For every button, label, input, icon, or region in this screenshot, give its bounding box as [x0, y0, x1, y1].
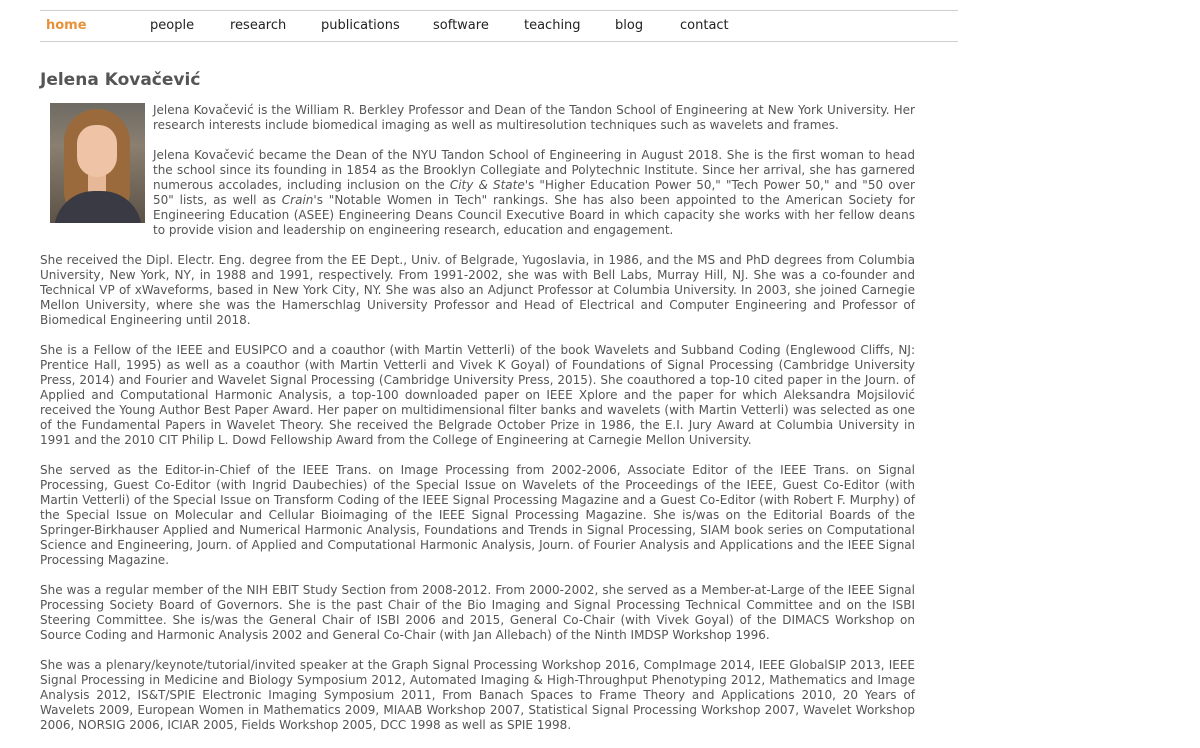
- nav-people[interactable]: people: [150, 18, 195, 33]
- bio-paragraph-7: She was a plenary/keynote/tutorial/invited speaker at the Graph Signal Processing Workshop 2016, CompImage 2014, IEEE GlobalSIP 2013, IEEE Signal Processing in Medicine and Biology Symposium 2012, Automated Imaging & High-Throughput Phenotyping 2012, Mathematics and Image Analysis 2012, IS&T/SPIE Electronic Imaging Symposium 2011, From Banach Spaces to Frame Theory and Applications 2010, 20 Years of Wavelets 2009, European Women in Mathematics 2009, MIAAB Workshop 2007, Statistical Signal Processing Workshop 2007, Wavelet Workshop 2006, NORSIG 2006, ICIAR 2005, Fields Workshop 2005, DCC 1998 as well as SPIE 1998.: [40, 658, 915, 732]
- bio-paragraph-1: Jelena Kovačević is the William R. Berkley Professor and Dean of the Tandon School of Engineering at New York University. Her research interests include biomedical imaging as well as multiresolution techniques such as wavelets and frames.: [153, 103, 915, 132]
- profile-photo: [50, 103, 145, 223]
- bio-paragraph-4: She is a Fellow of the IEEE and EUSIPCO and a coauthor (with Martin Vetterli) of the book Wavelets and Subband Coding (Englewood Cliffs, NJ: Prentice Hall, 1995) as well as a coauthor (with Martin Vetterli and Vivek K Goyal) of Foundations of Signal Processing (Cambridge University Press, 2014) and Fourier and Wavelet Signal Processing (Cambridge University Press, 2015). She coauthored a top-10 cited paper in the Journ. of Applied and Computational Harmonic Analysis, a top-100 downloaded paper on IEEE Xplore and the paper for which Aleksandra Mojsilović received the Young Author Best Paper Award. Her paper on multidimensional filter banks and wavelets (with Martin Vetterli) was selected as one of the Fundamental Papers in Wavelet Theory. She received the Belgrade October Prize in 1986, the E.I. Jury Award at Columbia University in 1991 and the 2010 CIT Philip L. Dowd Fellowship Award from the College of Engineering at Carnegie Mellon University.: [40, 343, 915, 447]
- bio-p2-part-a: Jelena Kovačević became the Dean of the NYU Tandon School of Engineering in August 2018. She is the first woman to head the school since its founding in 1854 as the Brooklyn Collegiate and Polytechnic Institute. Since her arrival, she has garnered numerous accolades, including inclusion on the: [153, 148, 915, 192]
- nav-teaching[interactable]: teaching: [524, 18, 581, 33]
- nav-publications[interactable]: publications: [321, 18, 400, 33]
- bio-p2-part-c: 's "Notable Women in Tech" rankings. She has also been appointed to the American Society for Engineering Education (ASEE) Engineering Deans Council Executive Board in which capacity she works with her fellow deans to provide vision and leadership on engineering research, education and engagement.: [153, 193, 915, 237]
- bio-paragraph-2: [40, 148, 915, 238]
- bio-paragraph-6: She was a regular member of the NIH EBIT Study Section from 2008-2012. From 2000-2002, she served as a Member-at-Large of the IEEE Signal Processing Society Board of Governors. She is the past Chair of the Bio Imaging and Signal Processing Technical Committee and on the ISBI Steering Committee. She is/was the General Chair of ISBI 2006 and 2015, General Co-Chair (with Vivek Goyal) of the DIMACS Workshop on Source Coding and Harmonic Analysis 2002 and General Co-Chair (with Jan Allebach) of the Ninth IMDSP Workshop 1996.: [40, 583, 915, 642]
- bio-p2-part-b: 's "Higher Education Power 50," "Tech Power 50," and "50 over 50" lists, as well as: [153, 178, 915, 207]
- nav-contact[interactable]: contact: [680, 18, 729, 33]
- page-title: Jelena Kovačević: [40, 70, 201, 90]
- bio-paragraph-3: She received the Dipl. Electr. Eng. degree from the EE Dept., Univ. of Belgrade, Yugoslavia, in 1986, and the MS and PhD degrees from Columbia University, New York, NY, in 1988 and 1991, respectively. From 1991-2002, she was with Bell Labs, Murray Hill, NJ. She was a co-founder and Technical VP of xWaveforms, based in New York City, NY. She was also an Adjunct Professor at Columbia University. In 2003, she joined Carnegie Mellon University, where she was the Hamerschlag University Professor and Head of Electrical and Computer Engineering and Professor of Biomedical Engineering until 2018.: [40, 253, 915, 327]
- photo-face-shape: [77, 125, 117, 177]
- bio-paragraph-5: She served as the Editor-in-Chief of the IEEE Trans. on Image Processing from 2002-2006, Associate Editor of the IEEE Trans. on Signal Processing, Guest Co-Editor (with Ingrid Daubechies) of the Special Issue on Wavelets of the Proceedings of the IEEE, Guest Co-Editor (with Martin Vetterli) of the Special Issue on Transform Coding of the IEEE Signal Processing Magazine and a Guest Co-Editor (with Robert F. Murphy) of the Special Issue on Molecular and Cellular Bioimaging of the IEEE Signal Processing Magazine. She is/was on the Editorial Boards of the Springer-Birkhauser Applied and Numerical Harmonic Analysis, Foundations and Trends in Signal Processing, SIAM book series on Computational Science and Engineering, Journ. of Applied and Computational Harmonic Analysis, Journ. of Fourier Analysis and Applications and the IEEE Signal Processing Magazine.: [40, 463, 915, 567]
- bio-content: [40, 103, 915, 748]
- bio-p2-em-crain: Crain: [281, 193, 314, 207]
- top-navigation: [40, 10, 958, 42]
- nav-blog[interactable]: blog: [615, 18, 644, 33]
- nav-software[interactable]: software: [433, 18, 489, 33]
- nav-home[interactable]: home: [46, 18, 87, 33]
- bio-p2-em-city-state: City & State: [449, 178, 525, 192]
- nav-research[interactable]: research: [230, 18, 287, 33]
